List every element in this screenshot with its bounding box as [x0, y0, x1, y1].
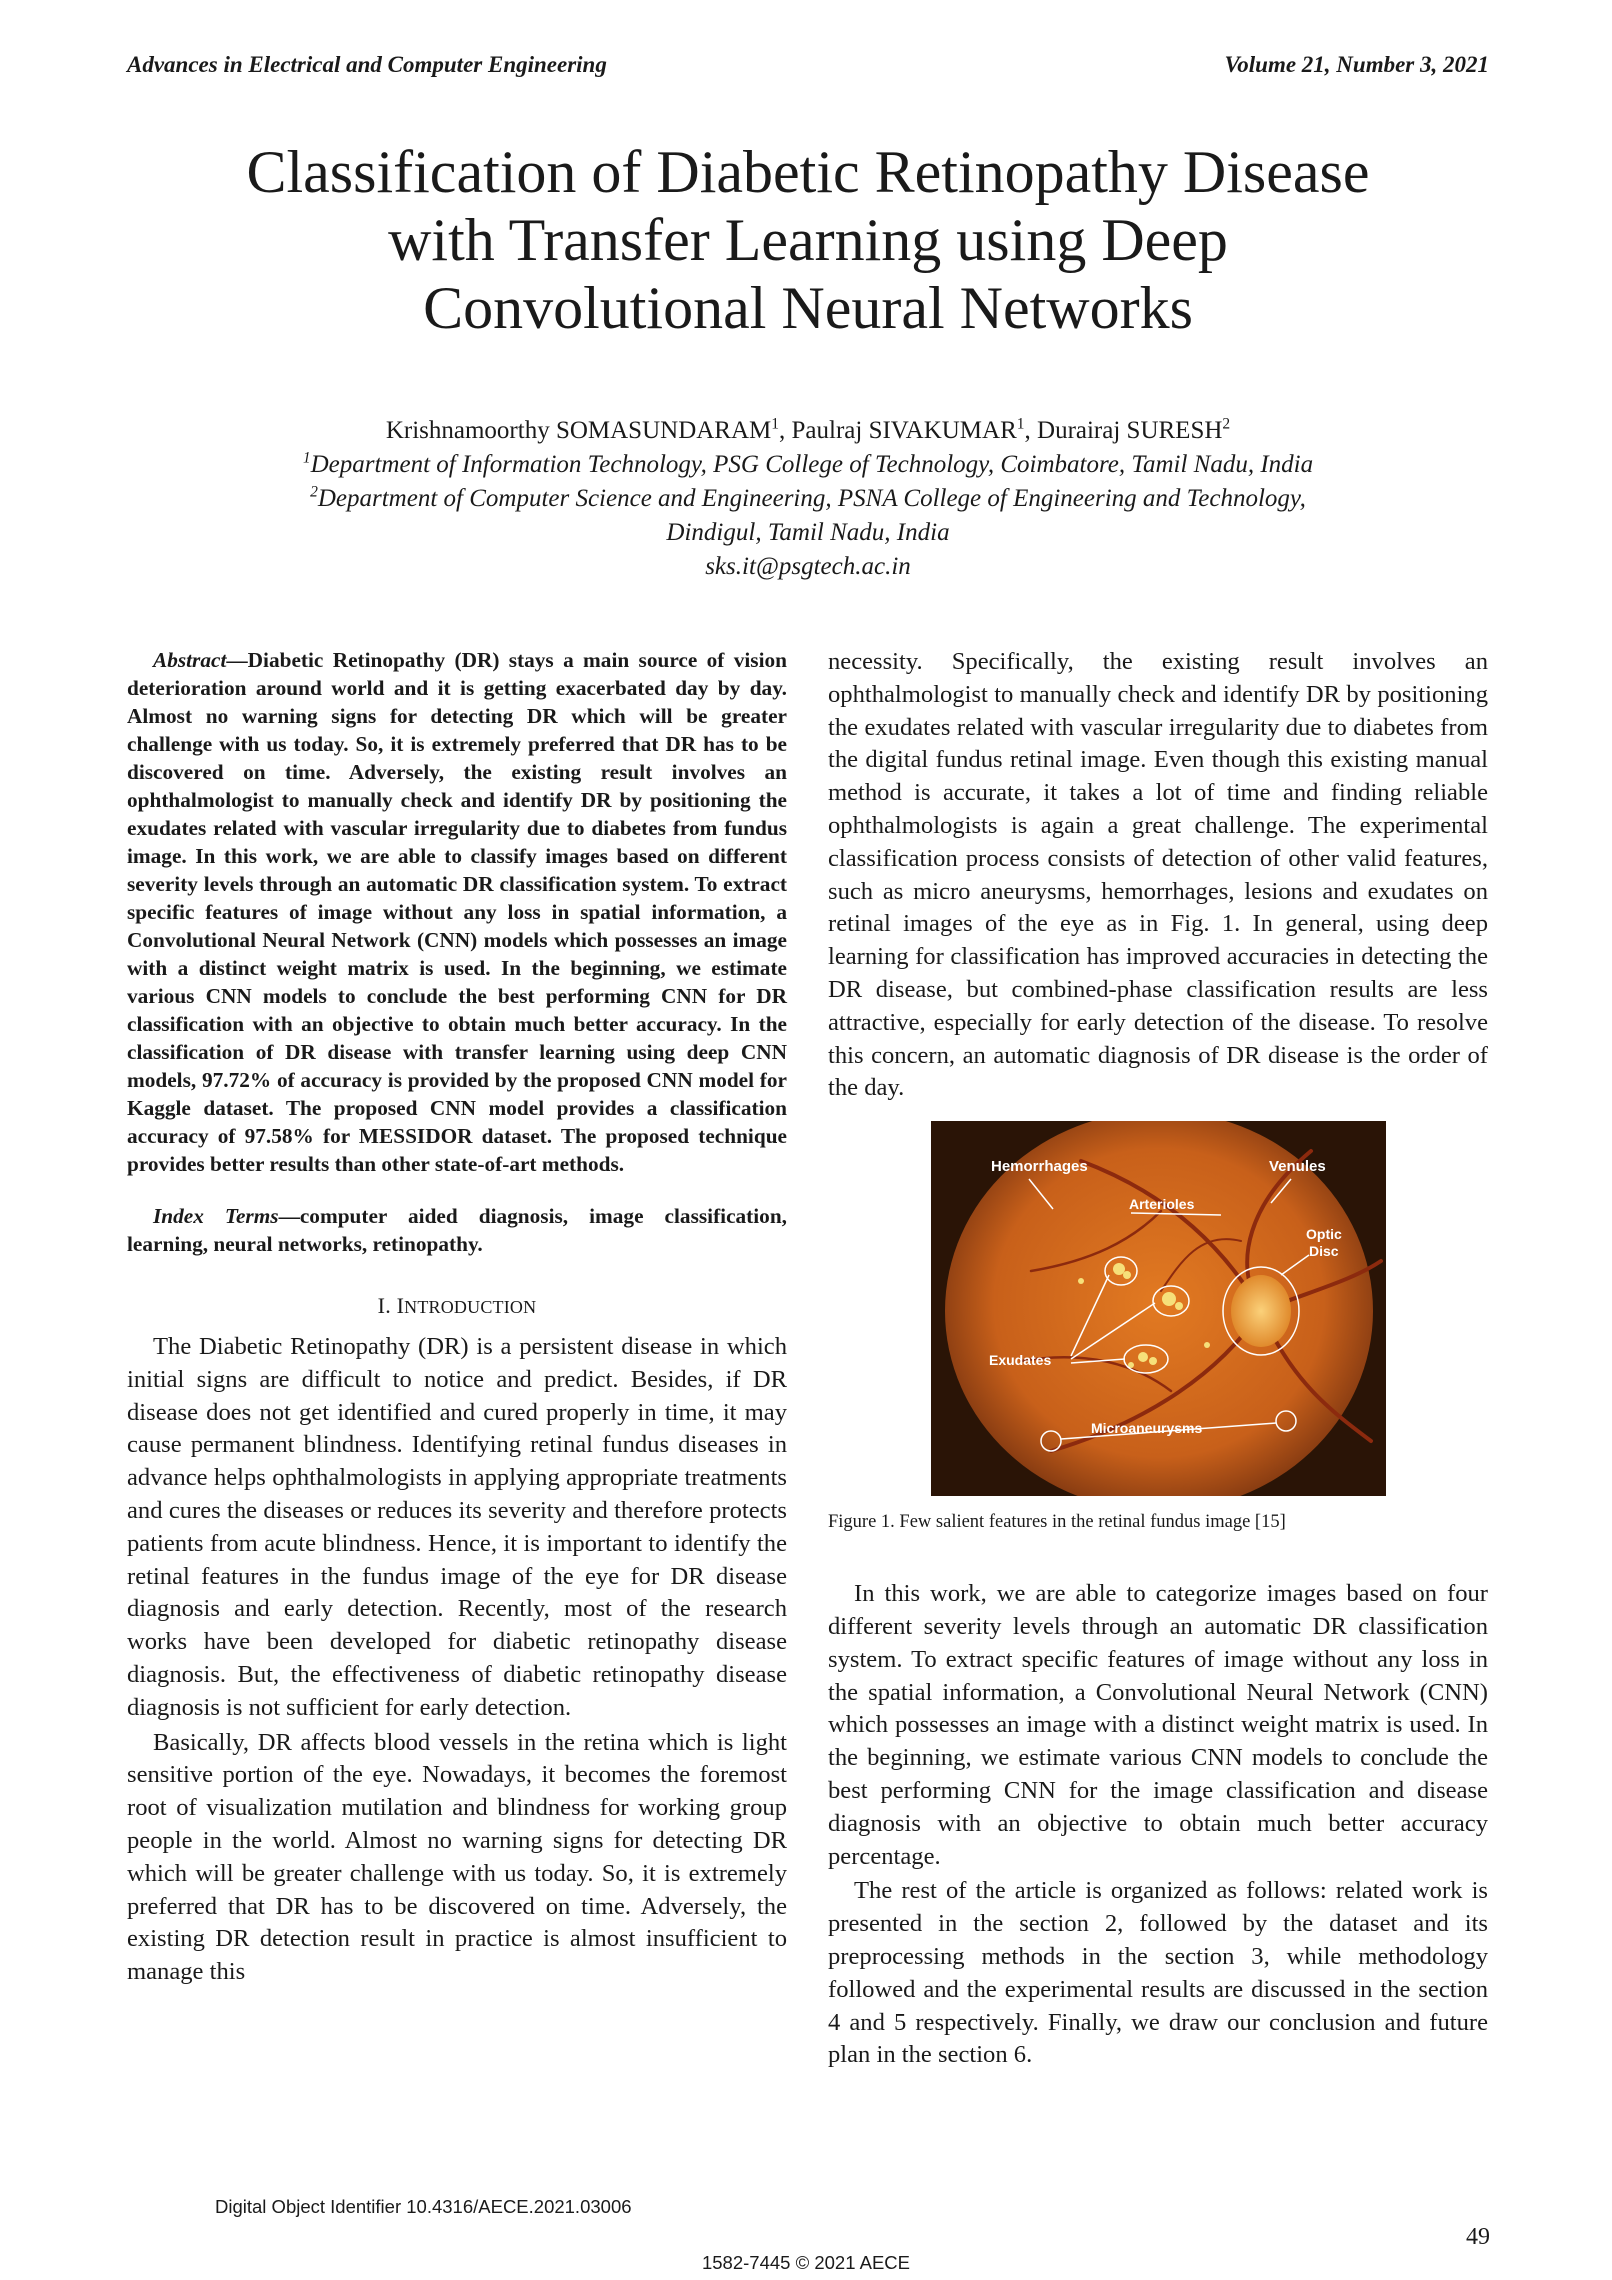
retina-disc — [945, 1121, 1373, 1496]
right-column — [828, 646, 1488, 2072]
paper-title — [127, 138, 1489, 342]
intro-paragraph-continued: necessity. Specifically, the existing result involves an ophthalmologist to manually check and identify DR by positioning the exudates related with vascular irregularity due to diabetes from the digital fundus retinal image. Even though this existing manual method is accurate, it takes a lot of time and finding reliable ophthalmologists is again a great challenge. The experimental classification process consists of detection of other valid features, such as micro aneurysms, hemorrhages, lesions and exudates on retinal images of the eye as in Fig. 1. In general, using deep learning for classification has improved accuracies in detecting the DR disease, but combined-phase classification results are less attractive, especially for early detection of the disease. To resolve this concern, an automatic diagnosis of DR disease is the order of the day. — [828, 648, 1488, 1102]
section-title: NTRODUCTION — [404, 1297, 537, 1317]
fundus-image — [931, 1121, 1386, 1496]
label-hemorrhages: Hemorrhages — [990, 1158, 1088, 1176]
journal-name: Advances in Electrical and Computer Engineering — [127, 52, 607, 77]
label-optic: Optic — [1305, 1226, 1342, 1243]
label-arterioles: Arterioles — [1128, 1196, 1194, 1213]
doi[interactable]: Digital Object Identifier 10.4316/AECE.2021.03006 — [215, 2196, 632, 2217]
section-heading-introduction — [127, 1292, 787, 1321]
author-block — [127, 414, 1489, 584]
page-number: 49 — [1466, 2224, 1490, 2250]
abstract — [127, 646, 787, 1178]
author-email[interactable]: sks.it@psgtech.ac.in — [705, 553, 911, 580]
abstract-text: —Diabetic Retinopathy (DR) stays a main source of vision deterioration around world and it is getting exacerbated day by day. Almost no warning signs for detecting DR which will be greater challenge with us today. So, it is extremely preferred that DR has to be discovered on time. Adversely, the existing result involves an ophthalmologist to manually check and identify DR by positioning the exudates related with vascular irregularity due to diabetes from fundus image. In this work, we are able to classify images based on different severity levels through an automatic DR classification system. To extract specific features of image without any loss in spatial information, a Convolutional Neural Network (CNN) models which possesses an image with a distinct weight matrix is used. In the beginning, we estimate various CNN models to conclude the best performing CNN for DR classification with an objective to obtain much better accuracy. In the classification of DR disease with transfer learning using deep CNN models, 97.72% of accuracy is provided by the proposed CNN model for Kaggle dataset. The proposed CNN model provides a classification accuracy of 97.58% for MESSIDOR dataset. The proposed technique provides better results than other state-of-art methods. — [127, 648, 787, 1176]
right-paragraph-2: The rest of the article is organized as follows: related work is presented in the section 2, followed by the dataset and its preprocessing methods in the section 3, while methodology followed and the experimental results are discussed in the section 4 and 5 respectively. Finally, we draw our conclusion and future plan in the section 6. — [828, 1877, 1488, 2069]
index-terms — [127, 1202, 787, 1258]
optic-disc — [1231, 1275, 1291, 1347]
author-3: , Durairaj SURESH — [1024, 417, 1223, 444]
index-terms-text: —computer aided diagnosis, image classification, learning, neural networks, retinopathy. — [127, 1204, 788, 1256]
intro-paragraph-2: Basically, DR affects blood vessels in the retina which is light sensitive portion of the eye. Nowadays, it becomes the foremost root of visualization mutilation and blindness for working group people in the world. Almost no warning signs for detecting DR which will be greater challenge with us today. So, it is extremely preferred that DR has to be discovered on time. Adversely, the existing DR detection result in practice is almost insufficient to manage this — [127, 1728, 787, 1986]
volume-info: Volume 21, Number 3, 2021 — [1224, 52, 1489, 77]
affiliation-2 — [127, 482, 1489, 516]
author-list — [127, 414, 1489, 448]
title-line-1: Classification of Diabetic Retinopathy Disease — [246, 139, 1370, 205]
affiliation-1-text: Department of Information Technology, PSG College of Technology, Coimbatore, Tamil Nadu, India — [310, 451, 1314, 478]
right-paragraph-1: In this work, we are able to categorize images based on four different severity levels through an automatic DR classification system. To extract specific features of image without any loss in the spatial information, a Convolutional Neural Network (CNN) which possesses an image with a distinct weight matrix is used. In the beginning, we estimate various CNN models to conclude the best performing CNN for the image classification and disease diagnosis with an objective to obtain much better accuracy percentage. — [828, 1580, 1488, 1870]
figure-1-caption: Figure 1. Few salient features in the retinal fundus image [15] — [828, 1512, 1286, 1533]
affiliation-1-mark: 1 — [302, 449, 311, 467]
author-2-affiliation: 1 — [1016, 415, 1025, 433]
intro-paragraph-1: The Diabetic Retinopathy (DR) is a persistent disease in which initial signs are difficult to notice and predict. Besides, if DR disease does not get identified and cured properly in time, it may cause permanent blindness. Identifying retinal fundus diseases in advance helps ophthalmologists in applying appropriate treatments and cures the diseases or reduces its severity and therefore protects patients from acute blindness. Hence, it is important to identify the retinal features in the fundus image of the eye for DR disease diagnosis and early detection. Recently, most of the research works have been developed for diabetic retinopathy disease diagnosis. But, the effectiveness of diabetic retinopathy disease diagnosis is not sufficient for early detection. — [127, 1333, 787, 1721]
label-microaneurysms: Microaneurysms — [1090, 1420, 1202, 1437]
title-line-3: Convolutional Neural Networks — [423, 275, 1193, 341]
affiliation-2-location: Dindigul, Tamil Nadu, India — [666, 519, 950, 546]
label-disc: Disc — [1308, 1243, 1339, 1260]
author-1-affiliation: 1 — [771, 415, 780, 433]
affiliation-2-text: Department of Computer Science and Engineering, PSNA College of Engineering and Technology, — [317, 485, 1306, 512]
author-2: , Paulraj SIVAKUMAR — [779, 417, 1017, 444]
running-header — [127, 52, 1489, 78]
label-venules: Venules — [1268, 1158, 1326, 1176]
author-1: Krishnamoorthy SOMASUNDARAM — [385, 417, 772, 444]
label-exudates: Exudates — [988, 1352, 1051, 1369]
section-numeral: I. I — [377, 1293, 405, 1318]
issn-copyright: 1582-7445 © 2021 AECE — [701, 2252, 911, 2273]
affiliation-1 — [127, 448, 1489, 482]
title-line-2: with Transfer Learning using Deep — [388, 207, 1228, 273]
abstract-label: Abstract — [153, 648, 227, 672]
affiliation-2-mark: 2 — [310, 483, 318, 501]
figure-1 — [828, 1121, 1488, 1534]
index-terms-label: Index Terms — [153, 1204, 279, 1228]
left-column — [127, 646, 787, 1989]
author-3-affiliation: 2 — [1222, 415, 1231, 433]
